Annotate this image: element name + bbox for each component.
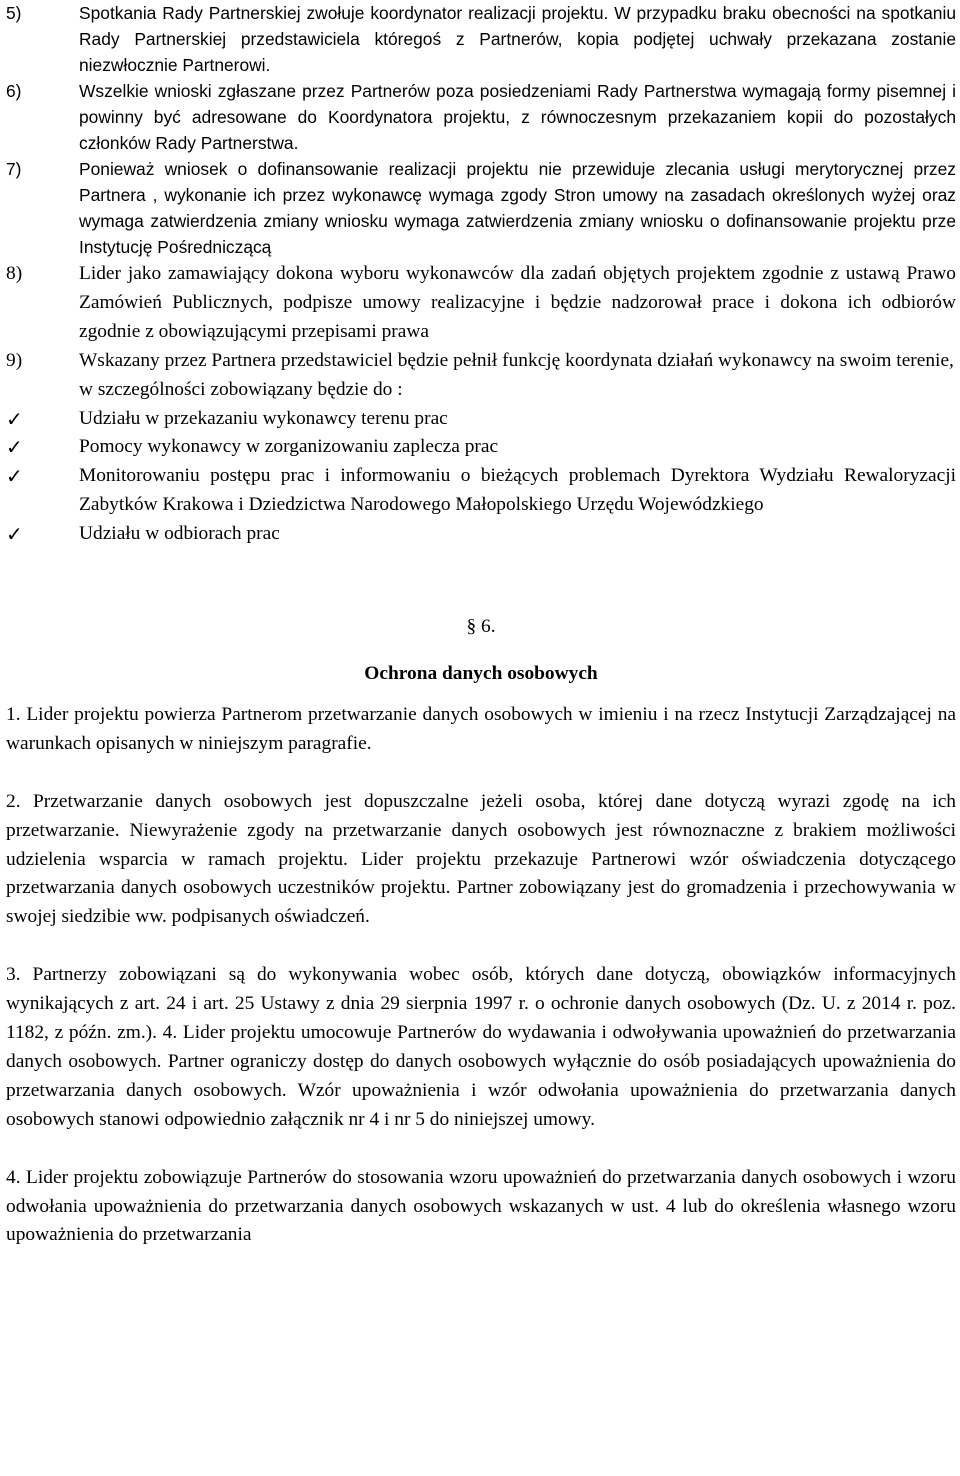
- item-text: Ponieważ wniosek o dofinansowanie realizacji projektu nie przewiduje zlecania usługi merytorycznej przez Partnera , wykonanie ich przez wykonawcę wymaga zgody Stron umowy na zasadach określonych wyżej oraz wymaga zatwierdzenia zmiany wniosku wymaga zatwierdzenia zmiany wniosku o dofinansowanie projektu prze Instytucję Pośredniczącą: [79, 159, 956, 257]
- item-number: 9): [6, 349, 23, 371]
- check-text: Monitorowaniu postępu prac i informowaniu o bieżących problemach Dyrektora Wydziału Rewaloryzacji Zabytków Krakowa i Dziedzictwa Narodowego Małopolskiego Urzędu Wojewódzkiego: [79, 465, 956, 516]
- item-text: Spotkania Rady Partnerskiej zwołuje koordynator realizacji projektu. W przypadku braku obecności na spotkaniu Rady Partnerskiej przedstawiciela któregoś z Partnerów, kopia podjętej uchwały przekazana zostanie niezwłocznie Partnerowi.: [79, 3, 956, 75]
- list-item-9: [6, 347, 956, 405]
- check-text: Udziału w odbiorach prac: [79, 523, 280, 545]
- item-number: 7): [6, 159, 22, 179]
- list-item-8: [6, 260, 956, 347]
- paragraph-1: 1. Lider projektu powierza Partnerom przetwarzanie danych osobowych w imieniu i na rzecz Instytucji Zarządzającej na warunkach opisanych w niniejszym paragrafie.: [6, 703, 956, 754]
- section-number: § 6.: [466, 616, 496, 638]
- checkmark-icon: ✓: [6, 522, 23, 547]
- paragraph-4: 4. Lider projektu zobowiązuje Partnerów do stosowania wzoru upoważnień do przetwarzania danych osobowych i wzoru odwołania upoważnienia do przetwarzania danych osobowych wskazanych w ust. 4 lub do określenia własnego wzoru upoważnienia do przetwarzania: [6, 1166, 956, 1246]
- list-item-6: [6, 78, 956, 156]
- item-text: Wszelkie wnioski zgłaszane przez Partnerów poza posiedzeniami Rady Partnerstwa wymagają formy pisemnej i powinny być adresowane do Koordynatora projektu, z równoczesnym przekazaniem kopii do pozostałych członków Rady Partnerstwa.: [79, 81, 956, 153]
- item-text: Lider jako zamawiający dokona wyboru wykonawców dla zadań objętych projektem zgodnie z ustawą Prawo Zamówień Publicznych, podpisze umowy realizacyjne i będzie nadzorował prace i dokona ich odbiorów zgodnie z obowiązującymi przepisami prawa: [79, 263, 956, 342]
- check-item: [6, 405, 956, 434]
- checkmark-icon: ✓: [6, 464, 23, 489]
- check-text: Udziału w przekazaniu wykonawcy terenu prac: [79, 407, 448, 429]
- check-item: [6, 433, 956, 462]
- item-number: 5): [6, 3, 22, 23]
- paragraph-2: 2. Przetwarzanie danych osobowych jest dopuszczalne jeżeli osoba, której dane dotyczą wyrazi zgodę na ich przetwarzanie. Niewyrażenie zgody na przetwarzanie danych osobowych jest równoznaczne z brakiem możliwości udzielenia wsparcia w ramach projektu. Lider projektu przekazuje Partnerowi wzór oświadczenia dotyczącego przetwarzania danych osobowych uczestników projektu. Partner zobowiązany jest do gromadzenia i przechowywania w swojej siedzibie ww. podpisanych oświadczeń.: [6, 790, 956, 928]
- item-text: Wskazany przez Partnera przedstawiciel będzie pełnił funkcję koordynata działań wykonawcy na swoim terenie, w szczególności zobowiązany będzie do :: [79, 349, 954, 400]
- paragraph-3: 3. Partnerzy zobowiązani są do wykonywania wobec osób, których dane dotyczą, obowiązków informacyjnych wynikających z art. 24 i art. 25 Ustawy z dnia 29 sierpnia 1997 r. o ochronie danych osobowych (Dz. U. z 2014 r. poz. 1182, z późn. zm.). 4. Lider projektu umocowuje Partnerów do wydawania i odwoływania upoważnień do przetwarzania danych osobowych. Partner ograniczy dostęp do danych osobowych wyłącznie do osób posiadających upoważnienia do przetwarzania danych osobowych. Wzór upoważnienia i wzór odwołania upoważnienia do przetwarzania danych osobowych stanowi odpowiednio załącznik nr 4 i nr 5 do niniejszej umowy.: [6, 964, 956, 1130]
- section-title: Ochrona danych osobowych: [364, 662, 598, 684]
- checkmark-icon: ✓: [6, 406, 23, 431]
- check-item: [6, 462, 956, 520]
- item-number: 8): [6, 263, 23, 284]
- check-text: Pomocy wykonawcy w zorganizowaniu zaplecza prac: [79, 436, 499, 458]
- check-item: [6, 520, 956, 549]
- list-item-5: [6, 0, 956, 78]
- checkmark-icon: ✓: [6, 435, 23, 460]
- list-item-7: [6, 156, 956, 260]
- item-number: 6): [6, 81, 22, 101]
